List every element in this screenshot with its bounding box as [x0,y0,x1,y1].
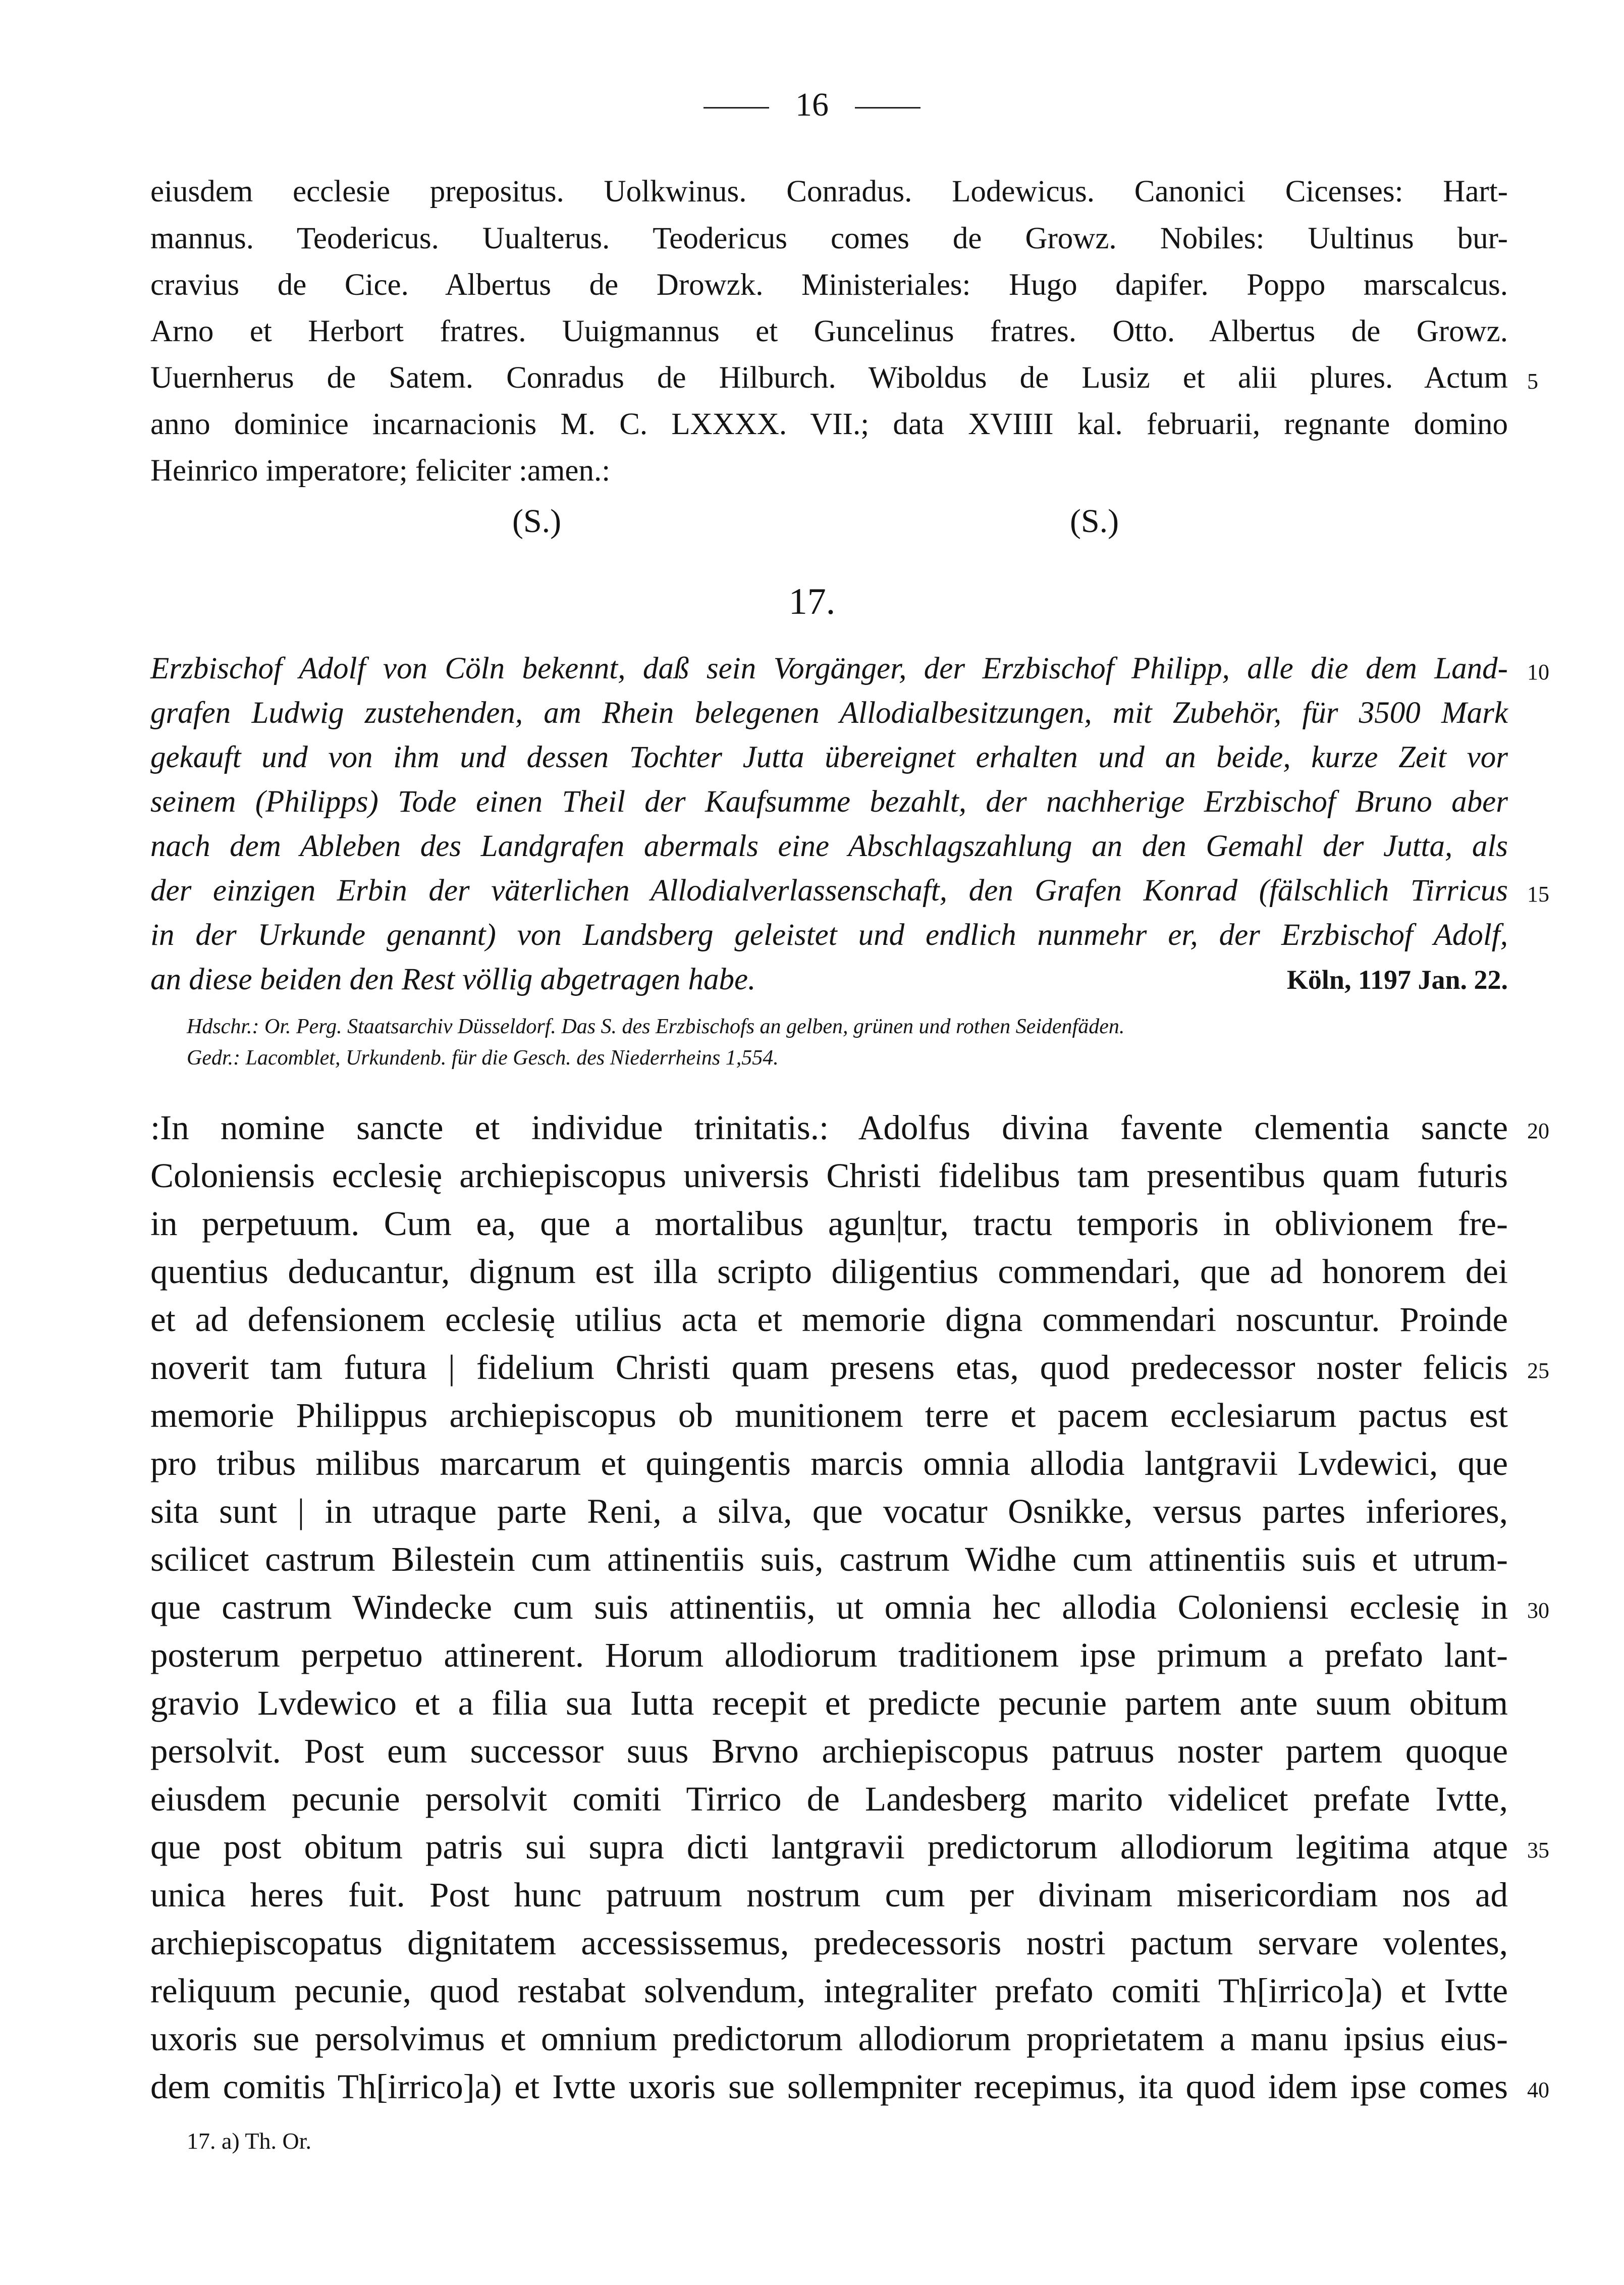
margin-line-number: 30 [1527,1598,1549,1623]
text-line: noverit tam futura | fidelium Christi quam presens etas, quod predecessor noster felicis [150,1348,1508,1387]
text-line: in perpetuum. Cum ea, que a mortalibus agun|tur, tractu temporis in oblivionem fre- [150,1204,1508,1243]
seal-mark: (S.) [512,503,562,540]
regest-line: an diese beiden den Rest völlig abgetragen habe. [150,963,756,996]
doc16-line: cravius de Cice. Albertus de Drowzk. Ministeriales: Hugo dapifer. Poppo marscalcus. [150,268,1508,302]
text-line: archiepiscopatus dignitatem accessissemus, predecessoris nostri pactum servare volentes, [150,1924,1508,1962]
doc16-line: Uuernherus de Satem. Conradus de Hilburch. Wiboldus de Lusiz et alii plures. Actum [150,361,1508,395]
text-line: sita sunt | in utraque parte Reni, a silva, que vocatur Osnikke, versus partes inferiores, [150,1492,1508,1530]
text-line: scilicet castrum Bilestein cum attinentiis suis, castrum Widhe cum attinentiis suis et utrum- [150,1540,1508,1578]
margin-line-number: 40 [1527,2078,1549,2102]
doc16-line: anno dominice incarnacionis M. C. LXXXX. VII.; data XVIIII kal. februarii, regnante domino [150,407,1508,441]
regest-line: grafen Ludwig zustehenden, am Rhein belegenen Allodialbesitzungen, mit Zubehör, für 3500 Mark [150,696,1508,730]
text-line: gravio Lvdewico et a filia sua Iutta recepit et predicte pecunie partem ante suum obitum [150,1684,1508,1722]
page-header [0,86,1624,124]
text-line: que post obitum patris sui supra dicti lantgravii predictorum allodiorum legitima atque [150,1828,1508,1866]
text-line: memorie Philippus archiepiscopus ob munitionem terre et pacem ecclesiarum pactus est [150,1396,1508,1434]
date-row [150,964,1508,995]
header-rule-left [703,107,769,109]
margin-line-number: 25 [1527,1358,1549,1383]
text-line: uxoris sue persolvimus et omnium predictorum allodiorum proprietatem a manu ipsius eius- [150,2020,1508,2058]
text-line: eiusdem pecunie persolvit comiti Tirrico de Landesberg marito videlicet prefate Ivtte, [150,1780,1508,1818]
text-line: et ad defensionem ecclesię utilius acta et memorie digna commendari noscuntur. Proinde [150,1300,1508,1339]
text-line: reliquum pecunie, quod restabat solvendum, integraliter prefato comiti Th[irrico]a) et Ivtte [150,1972,1508,2010]
text-line: unica heres fuit. Post hunc patruum nostrum cum per divinam misericordiam nos ad [150,1876,1508,1914]
text-line: pro tribus milibus marcarum et quingentis marcis omnia allodia lantgravii Lvdewici, que [150,1444,1508,1482]
regest-line: seinem (Philipps) Tode einen Theil der Kaufsumme bezahlt, der nachherige Erzbischof Bruno aber [150,785,1508,819]
text-line: posterum perpetuo attinerent. Horum allodiorum traditionem ipse primum a prefato lant- [150,1636,1508,1674]
source-note: Hdschr.: Or. Perg. Staatsarchiv Düsseldorf. Das S. des Erzbischofs an gelben, grünen und rothen Seidenfäden. [187,1015,1125,1038]
text-line: quentius deducantur, dignum est illa scripto diligentius commendari, que ad honorem dei [150,1252,1508,1291]
document-number: 17. [788,581,836,622]
margin-line-number: 35 [1527,1838,1549,1863]
page-number: 16 [795,86,829,123]
margin-line-number: 20 [1527,1119,1549,1143]
source-note: Gedr.: Lacomblet, Urkundenb. für die Gesch. des Niederrheins 1,554. [187,1046,779,1070]
regest-line: in der Urkunde genannt) von Landsberg geleistet und endlich nunmehr er, der Erzbischof Adolf, [150,918,1508,952]
regest-line: Erzbischof Adolf von Cöln bekennt, daß sein Vorgänger, der Erzbischof Philipp, alle die dem Land- [150,652,1508,685]
text-line: Coloniensis ecclesię archiepiscopus universis Christi fidelibus tam presentibus quam futuris [150,1156,1508,1195]
regest-line: der einzigen Erbin der väterlichen Allodialverlassenschaft, den Grafen Konrad (fälschlich Tirricus [150,874,1508,908]
seal-mark: (S.) [1070,503,1119,540]
regest-line: nach dem Ableben des Landgrafen abermals eine Abschlagszahlung an den Gemahl der Jutta, als [150,829,1508,863]
document-date: Köln, 1197 Jan. 22. [1286,965,1508,995]
regest-line: gekauft und von ihm und dessen Tochter Jutta übereignet erhalten und an beide, kurze Zeit vor [150,740,1508,774]
text-line: persolvit. Post eum successor suus Brvno archiepiscopus patruus noster partem quoque [150,1732,1508,1770]
header-rule-right [855,107,921,109]
margin-line-number: 15 [1527,882,1549,907]
text-line: :In nomine sancte et individue trinitatis.: Adolfus divina favente clementia sancte [150,1108,1508,1147]
doc16-line: eiusdem ecclesie prepositus. Uolkwinus. Conradus. Lodewicus. Canonici Cicenses: Hart- [150,175,1508,208]
doc16-line: Heinrico imperatore; feliciter :amen.: [150,454,611,488]
footnote: 17. a) Th. Or. [187,2128,312,2154]
margin-line-number: 10 [1527,660,1549,684]
margin-line-number: 5 [1527,369,1538,394]
text-line: dem comitis Th[irrico]a) et Ivtte uxoris sue sollempniter recepimus, ita quod idem ipse comes [150,2067,1508,2106]
doc16-line: mannus. Teodericus. Uualterus. Teodericus comes de Growz. Nobiles: Uultinus bur- [150,222,1508,255]
text-line: que castrum Windecke cum suis attinentiis, ut omnia hec allodia Coloniensi ecclesię in [150,1588,1508,1626]
doc16-line: Arno et Herbort fratres. Uuigmannus et Guncelinus fratres. Otto. Albertus de Growz. [150,314,1508,348]
